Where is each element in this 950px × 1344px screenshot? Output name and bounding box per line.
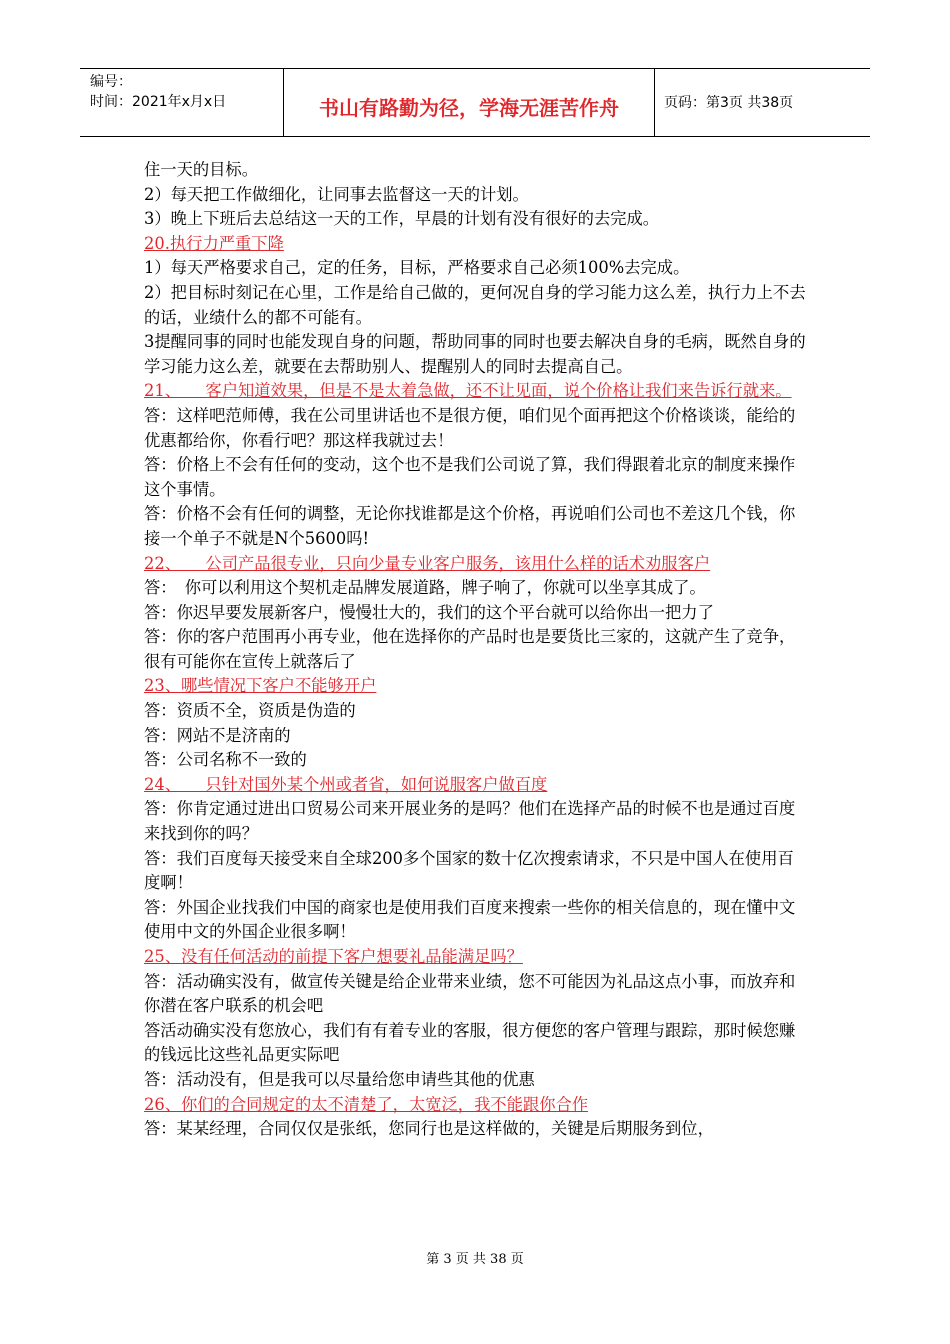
body-paragraph: 答：公司名称不一致的 [144,750,307,770]
body-paragraph: 答：活动没有，但是我可以尽量给您申请些其他的优惠 [144,1069,535,1089]
footer-page-number: 第 3 页 共 38 页 [426,1252,524,1267]
body-paragraph: 答：网站不是济南的 [144,725,291,745]
header-meta [90,72,226,112]
question-heading: 21、 客户知道效果，但是不是太着急做，还不让见面，说个价格让我们来告诉行就来。 [144,381,792,401]
body-paragraph: 2）每天把工作做细化，让同事去监督这一天的计划。 [144,184,529,204]
body-paragraph: 答：我们百度每天接受来自全球200多个国家的数十亿次搜索请求，不只是中国人在使用百度啊！ [144,848,794,893]
body-paragraph: 答：你的客户范围再小再专业，他在选择你的产品时也是要货比三家的，这就产生了竞争，很有可能你在宣传上就落后了 [144,627,796,671]
header-page-number: 页码：第3页 共38页 [664,95,794,111]
header-bottom-rule [80,136,870,137]
body-paragraph: 答：外国企业找我们中国的商家也是使用我们百度来搜索一些你的相关信息的，现在懂中文使用中文的外国企业很多啊！ [144,897,796,942]
header-motto: 书山有路勤为径，学海无涯苦作舟 [319,96,619,120]
body-paragraph: 答：价格上不会有任何的变动，这个也不是我们公司说了算，我们得跟着北京的制度来操作这个事情。 [144,455,796,499]
question-heading: 20.执行力严重下降 [144,233,284,253]
body-paragraph: 答：你肯定通过进出口贸易公司来开展业务的是吗？他们在选择产品的时候不也是通过百度来找到你的吗？ [144,799,796,844]
body-paragraph: 答：某某经理，合同仅仅是张纸，您同行也是这样做的，关键是后期服务到位， [144,1119,714,1139]
body-paragraph: 答活动确实没有您放心，我们有有着专业的客服，很方便您的客户管理与跟踪，那时候您赚的钱远比这些礼品更实际吧 [144,1020,796,1065]
body-paragraph: 答： 你可以利用这个契机走品牌发展道路，牌子响了，你就可以坐享其成了。 [144,578,706,598]
question-heading: 24、 只针对国外某个州或者省，如何说服客户做百度 [144,774,548,794]
body-paragraph: 2）把目标时刻记在心里，工作是给自己做的，更何况自身的学习能力这么差，执行力上不去的话，业绩什么的都不可能有。 [144,282,806,327]
body-paragraph: 1）每天严格要求自己，定的任务，目标，严格要求自己必须100%去完成。 [144,258,690,278]
body-paragraph: 3提醒同事的同时也能发现自身的问题，帮助同事的同时也要去解决自身的毛病，既然自身的学习能力这么差，就要在去帮助别人、提醒别人的同时去提高自己。 [144,332,806,376]
doc-number-label: 编号： [90,74,132,90]
body-paragraph: 住一天的目标。 [144,160,258,179]
header-divider-right [654,68,655,136]
document-body [144,158,809,1142]
body-paragraph: 答：这样吧范师傅，我在公司里讲话也不是很方便，咱们见个面再把这个价格谈谈，能给的优惠都给你，你看行吧？那这样我就过去！ [144,405,796,450]
header-top-rule [80,68,870,69]
question-heading: 23、哪些情况下客户不能够开户 [144,676,377,696]
body-paragraph: 答：价格不会有任何的调整，无论你找谁都是这个价格，再说咱们公司也不差这几个钱，你接一个单子不就是N个5600吗! [144,504,796,548]
question-heading: 22、 公司产品很专业，只向少量专业客户服务，该用什么样的话术劝服客户 [144,553,711,573]
question-heading: 26、你们的合同规定的太不清楚了，太宽泛，我不能跟你合作 [144,1094,589,1114]
body-paragraph: 答：资质不全，资质是伪造的 [144,701,356,721]
body-paragraph: 答：活动确实没有，做宣传关键是给企业带来业绩，您不可能因为礼品这点小事，而放弃和你潜在客户联系的机会吧 [144,971,796,1016]
body-paragraph: 3）晚上下班后去总结这一天的工作，早晨的计划有没有很好的去完成。 [144,209,660,229]
question-heading: 25、没有任何活动的前提下客户想要礼品能满足吗？ [144,947,523,966]
doc-date-label: 时间：2021年x月x日 [90,94,227,110]
body-paragraph: 答：你迟早要发展新客户，慢慢壮大的，我们的这个平台就可以给你出一把力了 [144,602,714,622]
